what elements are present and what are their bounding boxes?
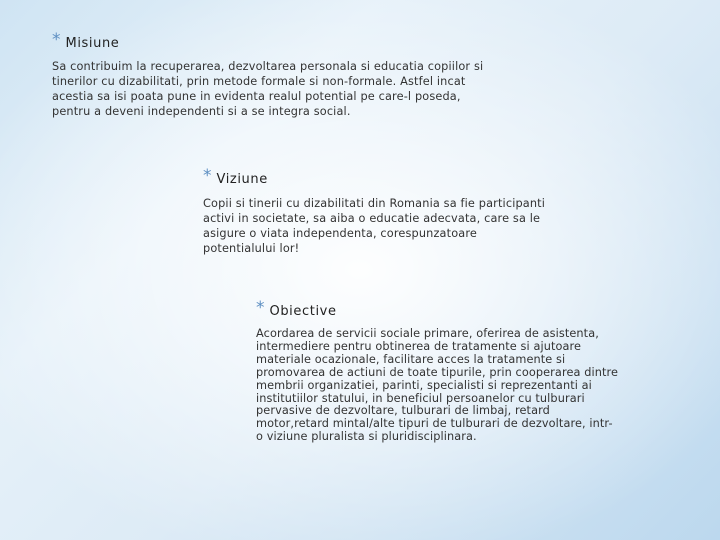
section-heading <box>203 166 593 188</box>
section-text-obiective: Acordarea de servicii sociale primare, oferirea de asistenta, intermediere pentru obtinerea de tratamente si ajutoare materiale ocazionale, facilitare acces la tratamente si promovarea de actiuni de toate tipurile, prin cooperarea dintre membrii organizatiei, parinti, specialisti si reprezentanti ai institutiilor statului, in beneficiul persoanelor cu tulburari pervasive de dezvoltare, tulburari de limbaj, retard motor,retard mintal/alte tipuri de tulburari de dezvoltare, intr- o viziune pluralista si pluridisciplinara. <box>256 327 619 444</box>
section-title-viziune: Viziune <box>216 172 268 187</box>
section-text-misiune: Sa contribuim la recuperarea, dezvoltarea personala si educatia copiilor si tinerilor cu dizabilitati, prin metode formale si non-formale. Astfel incat acestia sa isi poata pune in evidenta realul potential pe care-l poseda, pentru a deveni independenti si a se integra social. <box>52 60 484 118</box>
section-viziune <box>203 166 593 256</box>
section-heading <box>256 298 676 320</box>
section-heading <box>52 30 542 52</box>
bullet-star-icon: * <box>203 166 212 186</box>
section-title-obiective: Obiective <box>269 304 337 319</box>
bullet-star-icon: * <box>52 30 61 50</box>
section-obiective <box>256 298 676 444</box>
section-text-viziune: Copii si tinerii cu dizabilitati din Romania sa fie participanti activi in societate, sa aiba o educatie adecvata, care sa le asigure o viata independenta, corespunzatoare potentialului lor! <box>203 197 546 255</box>
bullet-star-icon: * <box>256 298 265 318</box>
section-title-misiune: Misiune <box>65 36 120 51</box>
section-misiune <box>52 30 542 119</box>
